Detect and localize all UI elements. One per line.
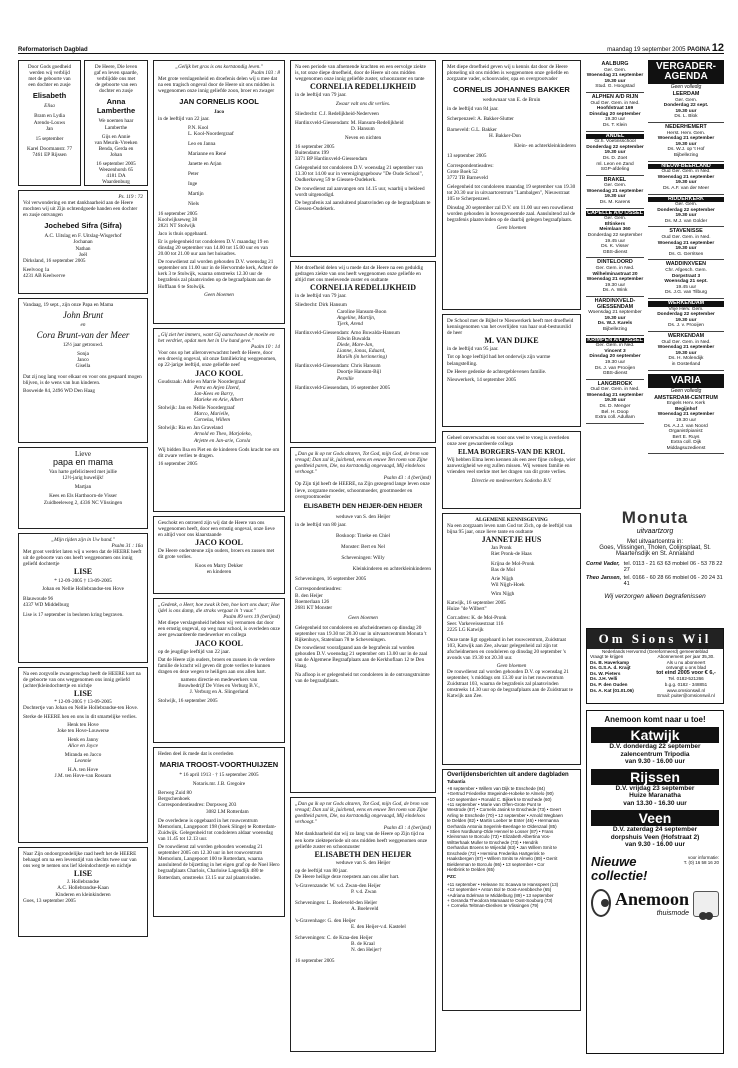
person-name: CORNELIA REDELIJKHEID: [309, 283, 417, 293]
birth-notice-elisabeth: [18, 60, 81, 186]
birth-notice-anna: De Heere, Die leven gaf en leven spaarde, verblijdde ons met de geboorte van een dochter en zusje Anna Lamberthe We noemen haar Lamberthe Gijs en Annie van Meurik-Vreeken Benda, Gerda en Johan 16 september 2005 Weezenhorsh 65 4181 DA Waardenburg: [84, 60, 148, 186]
city-banner: Katwijk: [591, 727, 719, 743]
parents: Bram en Lydia Arendo-Louws Jan 15 september Karel Doormanstr. 77 7461 EP Rijssen: [26, 113, 73, 158]
death-notice-lise-1: „Mijn tijden zijn in Uw hand." Psalm 31 : 16a Met groot verdriet laten wij u weten dat de HEERE heeft uit de geboorte van ons heeft weggenomen ons innig geliefd dochtertje LISE * 12-09-2005 † 13-09-2005 Johan en Nellie Hollebrandse-ten Hove Blauwoude 96 4337 WD Middelburg Lise is 17 september in besloten kring begraven.: [18, 533, 148, 663]
meeting-agenda-left: [586, 60, 644, 424]
person-name: JAN CORNELIS KOOL: [179, 97, 259, 107]
anemoon-logo: Anemoon: [615, 888, 690, 909]
agenda-place: BRAKEL: [603, 176, 627, 183]
agenda-place: ALPHEN A/D RIJN: [591, 93, 639, 100]
person-name: John Brunt: [62, 310, 104, 321]
child-nickname: Elisa: [44, 103, 55, 110]
agenda-place: WADDINXVEEN: [665, 261, 707, 268]
agenda-item: STAVENISSE Oud Ger. Gem. in Ned. Woensdag 21 september 19.30 uur Ds. G. Gerritsen: [648, 227, 724, 260]
agenda-place: CAPELLE A/D IJSSEL: [587, 209, 643, 216]
agenda-place: RIDDERKERK: [648, 197, 724, 203]
om-sions-wil-ad: Om Sions Wil Nederlands Hervormd (Gereformeerd) gemeenteblad Vraagt te krijgen Ds. B. Haverkamp Ds. G.S.A. d. Kraijt Ds. W. Pieters Ds. J.H. Velli Ds. P. den Ouden Ds. A. Kat (01.01.06) Abonnement per jaar 35,30. Als u nu abonneert ontvangt u ons blad tot eind 2005 voor € 6,- Tel. 0182-521266 b.g.g. 0182 - 348851 www.omsionswil.nl Email: puiter@omsionswil.nl: [586, 628, 724, 704]
death-notice-elisabeth-den-heijer-2: „Dan ga ik op tot Gods altaren, Tot God, mijn God, de bron van vreugd; Dan zal ik, juichend, eens en eeuwe Ten roem van Zijne goedheid paren, Die, na kortstondig ongevaagd, Mij eindeloos verhoogt." Psalm 43 : 4 (berijmd) Met dankbaarheid dat wij zo lang van de Heere op Zijn tijd na een korte ziekteperiode uit ons midden heeft weggenomen onze geliefde zuster en schoonzuster ELISABETH DEN HEIJER weduwe van S. den Heijer op de leeftijd van 80 jaar. De Heere heilige deze roepstem aan ons aller hart. 's-Gravenzande: W. v.d. Zwan-den Heijer P. v.d. Zwan Scheveningen: L. Boeleveld-den Heijer A. Boeleveld 's-Gravenhage: G. den Heijer E. den Heijer-v.d. Kastelel Scheveningen: C. de Kraa-den Heijer B. de Kraal N. den Heijer† 16 september 2005: [290, 797, 436, 1052]
person-name: JACO KOOL: [195, 638, 243, 648]
anniversary-congrats: Lieve papa en mama Van harte gefeliciteerd met jullie 12½-jarig huwelijk! Martjan Kees en Els Harthoorn-de Visser Zuidbeeleweg 2, 4336 NC Vlissingen: [18, 447, 148, 529]
agenda-item: WERKENDAM Oud Ger. Gem. in Ned. Woensdag 21 september 19.30 uur Ds. H. Molendijk in Oosterland: [648, 332, 724, 371]
death-notice-lise-3: Naar Zijn ondoorgrondelijke raad heeft het de HEERE behaagd om na een levenstijd van slechts twee uur van ons weg te nemen ons lief kleindochtertje en nichtje LISE J. Hollebrandse A.C. Hollebrandse-Kaan Kinderen en kleinkinderen Goes, 13 september 2005: [18, 847, 148, 937]
anniversary-brunt: Vandaag, 19 sept., zijn onze Papa en Mama John Brunt en Cora Brunt-van der Meer 12½ jaar getrouwd. Sonja Janco Gisella Dat zij nog lang voor elkaar en voor ons gespaard mogen blijven, is de wens van hun kinderen. Bosweide 84, 2496 WD Den Haag: [18, 298, 148, 443]
child-name: Jochebed Sifra (Sifra): [44, 221, 122, 231]
agenda-item: HARDINXVELD-GIESSENDAM Woensdag 21 september 19.30 uur Ds. W.J. Karels Bijbellezing: [586, 297, 644, 336]
monuta-ad: Monuta uitvaartzorg Met uitvaartcentra in: Goes, Vlissingen, Tholen, Colijnsplaat, St. Maartensdijk en St. Annaland Corné Vader, tel. 0113 - 21 63 63 mobiel 06 - 53 78 22 27 Theo Jansen, tel. 0166 - 60 28 66 mobiel 06 - 20 24 31 41 Wij verzorgen alleen begrafenissen: [586, 508, 723, 600]
agenda-place: LANGBROEK: [597, 380, 633, 387]
agenda-item: LEERDAM Ger. Gem. Donderdag 22 sept. 19.30 uur Ds. L. Blok: [648, 90, 724, 123]
agenda-item: WADDINXVEEN Chr. Afgesch. Gem. Dorpstraat 3 Woensdag 21 sept. 19.45 uur Ds. J.G. van Tilburg: [648, 260, 724, 299]
anemoon-headline: Anemoon komt naar u toe!: [604, 715, 706, 724]
city-info: D.V. donderdag 22 september zalencentrum Tripodia van 9.30 - 16.00 uur: [609, 743, 701, 765]
child-name: Elisabeth: [32, 91, 67, 101]
death-notice-cornelia-1: Na een periode van afnemende krachten en een eervolge ziekte is, tot onze diepe droefheid, door de Heere uit ons midden weggenomen onze innig geliefde zuster, schoonzuster en tante CORNELIA REDELIJKHEID in de leeftijd van 79 jaar. Zwaar valt ons dit verlies. Sliedrecht: C.J. Redelijkheid-Nederveen Hardinxveld-Giessendam: M. Hansum-Redelijkheid D. Hansum Neven en nichten 16 september 2005 Buitendams 199 3371 BP Hardinxveld-Giessendam Gelegenheid tot condoleren D.V. woensdag 21 september van 13.30 tot 14.00 uur in verenigingsgebouw "De Oude School", Oudkerksweg 59 te Giessen-Oudekerk. De rouwdienst zal aanvangen om 14.15 uur, waarbij u bekleed wordt uitgenodigd. De begrafenis zal aansluitend plaatsvinden op de begraafplaats te Giessen-Oudekerk.: [290, 60, 436, 257]
anemoon-logo-icon: [591, 889, 611, 917]
agenda-item: ALPHEN A/D RIJN Oud Ger. Gem. in Ned. Hoofdstraat 169 Dinsdag 20 september 19.30 uur Ds. T. Klein: [586, 93, 644, 132]
child-name: Anna Lamberthe: [96, 97, 136, 116]
death-notice-jaco-kool-family: „Gelijk het gras is ons kortstondig leven." Psalm 103 : 8 Met grote verslagenheid en droefenis delen wij u mee dat na een tragisch ongeval door de Heere uit ons midden is weggenomen onze innig geliefde zoon, broer en zwager JAN CORNELIS KOOL Jaco in de leeftijd van 22 jaar. P.N. Kool L. Kool-Noordergraaf Leo en Janna Marianne en René Janette en Arjan Peter Inge Martijn Niels 16 september 2005 Koolwijkseweg 38 2821 NT Stolwijk Jaco is thuis opgebaard. Er is gelegenheid tot condoleren D.V. maandag 19 en dinsdag 20 september van 14.00 tot 15.00 uur en van 20.00 tot 21.00 uur aan het huisadres. De rouwdienst zal worden gehouden D.V. woensdag 21 september om 11.00 uur in de Hervormde kerk, Achter de kerk 3 te Stolwijk, waarna omstreeks 12.30 uur de begrafenis zal plaatsvinden op de begraafplaats aan de Hofflaan 6 te Stolwijk. Geen bloemen: [153, 60, 285, 324]
death-notice-elma-borgers: Geheel onverwachts en voor ons veel te vroeg is overleden onze zeer gewaardeerde collega ELMA BORGERS-VAN DE KROL Wij hebben Elma leren kennen als een zeer fijne collega, wier aanwezigheid we erg zullen missen. Wij wensen familie en vrienden veel sterkte met het dragen van dit grote verlies. Directie en medewerkers Sodexho B.V.: [442, 431, 581, 509]
person-name: M. VAN DIJKE: [484, 336, 539, 346]
agenda-item: CAPELLE A/D IJSSEL Ger. Gem. Eltinkers Meimlaan 360 Donderdag 22 september 19.45 uur Ds. K. Visser GBS-dienst: [586, 209, 644, 259]
city-info: D.V. vrijdag 23 september Huize Maranatha van 13.30 - 16.30 uur: [615, 784, 695, 807]
agenda-place: STAVENISSE: [669, 228, 703, 235]
agenda-place: AMSTERDAM-CENTRUM: [654, 394, 718, 401]
agenda-place: AALBURG: [601, 61, 629, 67]
agenda-place: DINTELOORD: [597, 259, 633, 266]
agenda-item: AMSTERDAM-CENTRUM Engels Herv. Kerk Begijnhof Woensdag 21 september 19.30 uur Ds. A.J.J. van Noord Organist/pianist: Bert E. Ruys Extra coll. Dijk Middagsuzedienst: [648, 394, 724, 455]
agenda-place: WERKENDAM: [667, 332, 705, 339]
agenda-item: KRIMPEN A/D IJSSEL Ger. Gem. in Ned. Vincent 3 Dinsdag 20 september 19.30 uur Ds. J. van Prooijen GBS-dienst: [586, 336, 644, 380]
agenda-item: AALBURG Ger. Gem. Woensdag 21 september 19.30 uur Stud. G. Hoogstad: [586, 60, 644, 93]
person-name: LISE: [73, 567, 93, 577]
section-title: Overlijdensberichten uit andere dagbladen: [447, 772, 569, 778]
person-name: MARIA TROOST-VOORTHUIJZEN: [159, 760, 279, 770]
page-info: maandag 19 september 2005 PAGINA 12: [607, 42, 724, 54]
pzc-list: +11 september • Heleane Sc Scawva te Hansspeet (13) +12 september • Anton Bol te Oost-Arenbbeche (65) +Adriana Edelman te Middelburg (89) • 13 september + Geranda Theodora Mamaaat te Oost-Souburg (73) + Cornelia Teltman-Dierikes te Vlissingen (79): [447, 881, 559, 909]
death-notice-maria-troost: Heden deel ik mede dat is overleden MARIA TROOST-VOORTHUIJZEN * 16 april 1913 · † 15 september 2005 Notaris.mr. J.B. Gregoire Berweg Zuid 80 Bergschenhoek Correspondentieadres: Dorpsweg 203 3082 LM Rotterdam De overledene is opgebaard in het rouwcentrum Memorium, Langepoort 198 (hoek Slinge) te Rotterdam-Zuidwijk. Gelegenheid tot condoleren aldaar woensdag van 11.45 tot 12.13 uur. De rouwdienst zal worden gehouden woensdag 21 september 2005 om 12.30 uur in het rouwcentrum Memorium, Langepoort 100 te Rotterdam, waarna aansluitend de bijzetting in het eigen graf op de Noel Hero begraafplaats Charlois, Charloise Lagendijk 480 te Rotterdam, omstreeks 13.15 uur zal plaatsvinden.: [153, 747, 285, 917]
agenda-place: HARDINXVELD-GIESSENDAM: [594, 297, 636, 310]
agenda-place: ANDEL: [586, 134, 644, 140]
agenda-title: VERGADER-AGENDA: [648, 60, 724, 84]
death-notice-lise-2: Na een zorgvolle zwangerschap heeft de HEERE kort na de geboorte van ons weggenomen ons innig geliefd (achter)kleindochtertje en nichtje LISE * 12-09-2005 † 13-09-2005 Dochtertje van Johan en Nellie Hollebrandse-ten Hove. Sterke de HEERE hen en ons in dit smartelijke verlies. Henk ten Hove Joke ten Hove-Louwerse Henk en Janny Alice en Joyce Miranda en Jacco Leonnie H.A. ten Hove J.M. ten Hove-van Rossum: [18, 667, 148, 843]
agenda-item: BRAKEL Ger. Gem. Woensdag 21 september 19.30 uur Ds. M. Karens: [586, 176, 644, 209]
obituaries-other-papers: Overlijdensberichten uit andere dagbladen Tubantia +8 september • Willem van Dijk te Enschede (84) +Gertrud Friederike Stegeinde-Hobeke te Almelo (90) +10 september • Ronald C. Bijkerk te Enschede (60) +11 september • Marie van Offen-Grote Punt te Westrode (87) • Cornelis Jasink te Enschede (73) • Geert Arling te Enschede (70) • 12 september • Arnold Wegbaen te Delden (82) • Martin Loeber te Enter (46) • Hermanna Gerharda Antonia Segerink-Beerlage te Oldenzaal (85) • Stien Nordkamp-Olde Hennel te Losser (87) • Frans Kleinsman te Borculo (73) • Elizabeth Albertina Vos- Wiltterhaak Muller te Enschede (73) • Hendrik Gerhardus Broens te Wijerdal (83) • Jan Willem Smit te Enschede (72) • Hermina Frederika Hartgerink te Haaksbergen (87) • Willem Smits te Almelo (89) • Gerrit Bieldenman te Borculo (86) • 13 september • Cor Hietbrink te Delden (65) PZC +11 september • Heleane Sc Scawva te Hansspeet (13) +12 september • Anton Bol te Oost-Arenbbeche (65) +Adriana Edelman te Middelburg (89) • 13 september + Geranda Theodora Mamaaat te Oost-Souburg (73) + Cornelia Teltman-Dierikes te Vlissingen (79): [442, 769, 581, 1011]
person-name: Cora Brunt-van der Meer: [36, 330, 130, 341]
agenda-place: KRIMPEN A/D IJSSEL: [587, 336, 643, 343]
van-illustration: [693, 891, 719, 917]
person-name: LISE: [73, 869, 93, 879]
anemoon-ad: Anemoon komt naar u toe! Katwijk D.V. donderdag 22 september zalencentrum Tripodia van 9.30 - 16.00 uur Rijssen D.V. vrijdag 23 september Huize Maranatha van 13.30 - 16.30 uur Veen D.V. zaterdag 24 september dorpshuis Veen (Hofstraat 2) van 9.30 - 16.00 uur Nieuwe collectie! voor informatie: T. (0) 16 58 16 20 Anemoon thuismode: [586, 710, 724, 1054]
agenda-place: NIEUW-BEERLAND: [648, 164, 724, 170]
text-lines: Door Gods goedheid werden wij verblijd met de geboorte van een dochter en zusje: [27, 64, 72, 89]
newspaper-name: Reformatorisch Dagblad: [18, 47, 88, 53]
agenda-item: NIEUW-BEERLAND Oud Ger. Gem. in Ned. Woensdag 21 september 19.30 uur Ds. A.F. van der Meer: [648, 162, 724, 195]
agenda-place: WERKENDAM: [648, 301, 724, 307]
person-name: CORNELIA REDELIJKHEID: [309, 82, 417, 92]
person-name: JANNETJE HUS: [481, 535, 542, 545]
agenda-item: NEDERHEMERT Herst. Herv. Gem. Woensdag 21 september 19.30 uur Ds. W.J. op 't Hof Bijbellezing: [648, 123, 724, 162]
city-banner: Rijssen: [591, 769, 719, 785]
death-notice-jannetje-hus: ALGEMENE KENNISGEVING Na een zorgzaam leven nam God tot Zich, op de leeftijd van bijna 95 jaar, onze lieve tante en oudtante JANNETJE HUS Jan Pronk Riet Pronk-de Haas Krijna de Mol-Pronk Bas de Mol Arie Nijgh Wil Nijgh-Hoek Wim Nijgh Katwijk, 16 september 2005 Huize "de Wilbert" Corr.adres: K. de Mol-Pronk Seer. Varkeveissestraat 116 2225 LG Katwijk Onze tante ligt opgebaard in het rouwcentrum, Zuidstraat 103, Katwijk aan Zee, alwaar gelegenheid zal zijn tot afscheidnemen en condoleren op dinsdag 20 september 's avonds van 19.30 tot 20.30 uur. Geen bloemen De rouwdienst zal worden gehouden D.V. op woensdag 21 september, 's middags om 13.30 uur in het rouwcentrum Zuidstraat 103, waarna de begrafenis zal plaatsvinden omstreeks 14.30 uur op de begraafplaats aan de Zuidstraat te Katwijk aan Zee.: [442, 513, 581, 765]
agenda-item: WERKENDAM Vrije Herv. Gem. Donderdag 22 september 19.30 uur Ds. J. v. Prooijen: [648, 299, 724, 332]
agenda-place: NEDERHEMERT: [665, 123, 707, 130]
varia-subtitle: Geen volledig: [670, 387, 702, 394]
column-2: [153, 60, 285, 921]
person-name: JACO KOOL: [195, 538, 243, 548]
death-notice-jaco-kool-relatives: „Gij ziet het immers, want Gij aanschouwt de moeite en het verdriet, opdat men het in Uw hand geve." Psalm 10 : 14 Voor ons op het alleronverwachtst heeft de Heere, door een droevig ongeval, uit onze familiekring weggenomen, op 22-jarige leeftijd, onze geliefde neef JACO KOOL Goudsraak: Adrie en Marrie Noordergraaf Petra en Arjen IJzerd, Jan-Kees en Barry, Marieke en Arie, Albert Stolwijk: Jan en Nellie Noordergraaf Marco, Marielle, Cornelus, Willem Stolwijk: Ria en Jan Graveland Arnold en Theo, Marjoleko, Arjette en Jan-arie, Carola Wij bidden Ilsa en Piet en de kinderen Gods kracht toe om dit zware verlies te dragen. 16 september 2005: [153, 328, 285, 512]
agenda-place: LEERDAM: [672, 91, 700, 97]
death-notice-van-dijke: De School met de Bijbel te Nieuwerkerk heeft met droefheid kennisgenomen van het overlijden van haar oud-bestuurslid de heer M. VAN DIJKE in de leeftijd van 95 jaar. Tot op hoge leeftijd had het onderwijs zijn warme belangstelling. De Heere gedenke de achtergeblevenen familie. Nieuwerkerk, 14 september 2005: [442, 314, 581, 427]
person-name: CORNELIS JOHANNES BAKKER: [453, 85, 570, 95]
om-sions-wil-logo: Om Sions Wil: [587, 629, 723, 649]
tubantia-list: +8 september • Willem van Dijk te Enschede (84) +Gertrud Friederike Stegeinde-Hobeke te Almelo (90) +10 september • Ronald C. Bijkerk te Enschede (60) +11 september • Marie van Offen-Grote Punt te Westrode (87) • Cornelis Jasink te Enschede (73) • Geert Arling te Enschede (70) • 12 september • Arnold Wegbaen te Delden (82) • Martin Loeber te Enter (46) • Hermanna Gerharda Antonia Segerink-Beerlage te Oldenzaal (85) • Stien Nordkamp-Olde Hennel te Losser (87) • Frans Kleinsman te Borculo (73) • Elizabeth Albertina Vos- Wiltterhaak Muller te Enschede (73) • Hendrik Gerhardus Broens te Wijerdal (83) • Jan Willem Smit te Enschede (72) • Hermina Frederika Hartgerink te Haaksbergen (87) • Willem Smits te Almelo (89) • Gerrit Bieldenman te Borculo (86) • 13 september • Cor Hietbrink te Delden (65): [447, 785, 563, 872]
person-name: ELISABETH DEN HEIJER: [314, 849, 412, 859]
agenda-item: ANDEL Gr.h. Voetinsschool Donderdag 22 september 19.30 uur Ds. D. Zoet ml. Leon en Zand SGP-afdeling: [586, 132, 644, 176]
death-notice-bakker: Met diepe droefheid geven wij u kennis dat door de Heere plotseling uit ons midden is weggenomen onze geliefde en zorgzame vader, schoonvader, opa en overgrootvader CORNELIS JOHANNES BAKKER weduwnaar van E. de Bruin in de leeftijd van 84 jaar. Scherpenzeel: A. Bakker-Slutter Barneveld: G.L. Bakker H. Bakker-Don Klein- en achterkleinkinderen 13 september 2005 Correspondentieadres: Grote Boek 52 3772 TB Barneveld Gelegenheid tot condoleren maandag 19 september van 19.30 tot 20.30 uur in uitvaartcentrum "Lambalgen", Nieuwstraat 105 te Scherpenzeel. Dinsdag 20 september zal D.V. om 11.00 uur een rouwdienst worden gehouden in bovengenoemde zaal. Aansluitend zal de begrafenis plaatsvinden op de daarbij gelegen begraafplaats. Geen bloemen: [442, 60, 581, 310]
agenda-item: RIDDERKERK Ger. Gem. Donderdag 22 september 19.30 uur Ds. M.J. van Golder: [648, 195, 724, 228]
person-name: LISE: [73, 689, 93, 699]
varia-title: VARIA: [648, 374, 724, 388]
person-name: JACO KOOL: [195, 368, 243, 378]
monuta-logo: Monuta: [621, 508, 689, 527]
agenda-item: LANGBROEK Oud Ger. Gem. in Ned. Woensdag 21 september 19.30 uur Ds. D. Menger Bel. H. Doop Extra coll. Adullam: [586, 380, 644, 424]
death-notice-jaco-kool-friends: Geschokt en ontroerd zijn wij dat de Heere van ons weggenomen heeft, door een ernstig ongeval, onze lieve en altijd voor ons klaarstaande JACO KOOL De Heere ondersteune zijn ouders, broers en zussen met dit grote verlies. Koos en Marry Dekker en kinderen: [153, 516, 285, 594]
agenda-item: DINTELOORD Ger. Gem. in Ned. Wilhelminastraat 20 Woensdag 21 september 19.30 uur Ds. A. Wink: [586, 258, 644, 297]
death-notice-cornelia-2: Met droefheid delen wij u mede dat de Heere na een geduldig gedragen ziekte van ons heeft weggenomen onze geliefde en altijd met ons meelevende zuster en oudtante CORNELIA REDELIJKHEID in de leeftijd van 79 jaar. Sliedrecht: Dirk Hansum Caroline Hansum-Boon Angeline, Martijn, Tjerk, Arend Hardinxveld-Giessendam: Arno Buwalda-Hansum Edwin Buwalda Diede, Mare-Jan, Lianne, Jonas, Eduard, Mariëh (in herinnering) Hardinxveld-Giessendam: Chris Hansum Doortje Hansum-Bijl Pernille Hardinxveld-Giessendam, 16 september 2005: [290, 261, 436, 443]
page-header: [18, 44, 724, 54]
death-notice-elisabeth-den-heijer-1: „Dan ga ik op tot Gods altaren, Tot God, mijn God, de bron van vreugd; Dan zal ik, juichend, eens en eeuwe Ten roem van Zijne goedheid paren, Die, na kortstondig ongevaagd, Mij eindeloos verhoogt." Psalm 43 : 4 (berijmd) Op Zijn tijd heeft de HEERE, na Zijn gezegend lange leven onze lieve, zorgzame moeder, schoonmoeder, grootmoeder en overgrootmoeder ELISABETH DEN HEIJER-DEN HEIJER weduwe van S. den Heijer in de leeftijd van 80 jaar. Boskoop: Tineke en Chiel Monster: Bert en Nel Scheveningen: Willy Kleinkinderen en achterkleinkinderen Scheveningen, 16 september 2005 Correspondentieadres: B. den Heijer Roemerlaan 126 2681 KT Monster Geen bloemen Gelegenheid tot condoleren en afscheidnemen op dinsdag 20 september van 19.30 tot 20.30 uur in uitvaartcentrum Monuta 't Rijkenhuys, Statenlaan 78 te Scheveningen. De rouwdienst voorafgaand aan de begrafenis zal worden gehouden D.V. woensdag 21 september om 13.00 uur in de zaal van de Algemene Begraafplaats aan de Kerkhoflaan 12 te Den Haag. Na afloop is er gelegenheid tot condoleren in de ontvangstruimte van de begraafplaats.: [290, 447, 436, 793]
birth-notice-jochebed: Ps. 119 : 72 Vol verwondering en met dankbaarheid aan de Heere mochten wij uit Zijn ochtendgoede handen een dochter en zusje ontvangen Jochebed Sifra (Sifra) A.C. Uitslag en F. Uitslag-Wisgerhof Jochanan Nathan Joël Dirksland, 16 september 2005 Keelvoog 1a 4231 AB Keelwerve: [18, 190, 148, 294]
column-4: [442, 60, 581, 1015]
column-3: [290, 60, 436, 1056]
person-name: ELMA BORGERS-VAN DE KROL: [457, 448, 566, 457]
person-name: ELISABETH DEN HEIJER-DEN HEIJER: [303, 502, 423, 510]
death-notice-jaco-kool-company: „Gedenk, o Heer, hoe zwak ik ben, hoe kort ons duur; Hoe ijdel is ons damp, die straks vergaat in 't vuur." Psalm 89 vers 19 (berijmd) Met diepe verslagenheid hebben wij vernomen dat door een ernstig ongeval, op weg naar school, is overleden onze zeer gewaardeerde medewerker en collega JACO KOOL op de jeugdige leeftijd van 22 jaar. Dat de Heere zijn ouders, broers en zussen in de verdere familie de kracht wil geven dit grote verlies te kunnen dragen en deze wegen te heiligen aan ons allen hart. namens directie en medewerkers van Bouwbedrijf De Vries en Verburg B.V., J. Verburg en A. Slingerland Stolwijk, 16 september 2005: [153, 598, 285, 743]
column-1: [18, 60, 148, 941]
city-info: D.V. zaterdag 24 september dorpshuis Veen (Hofstraat 2) van 9.30 - 16.00 uur: [610, 826, 700, 848]
meeting-agenda: VERGADER-AGENDA Geen volledig LEERDAM Ger. Gem. Donderdag 22 sept. 19.30 uur Ds. L. Blok NEDERHEMERT Herst. Herv. Gem. Woensdag 21 september 19.30 uur Ds. W.J. op 't Hof Bijbellezing NIEUW-BEERLAND Oud Ger. Gem. in Ned. Woensdag 21 september 19.30 uur Ds. A.F. van der Meer RIDDERKERK Ger. Gem. Donderdag 22 september 19.30 uur Ds. M.J. van Golder STAVENISSE Oud Ger. Gem. in Ned. Woensdag 21 september 19.30 uur Ds. G. Gerritsen WADDINXVEEN Chr. Afgesch. Gem. Dorpstraat 3 Woensdag 21 sept. 19.45 uur Ds. J.G. van Tilburg WERKENDAM Vrije Herv. Gem. Donderdag 22 september 19.30 uur Ds. J. v. Prooijen WERKENDAM Oud Ger. Gem. in Ned. Woensdag 21 september 19.30 uur Ds. H. Molendijk in Oosterland VARIA Geen volledig AMSTERDAM-CENTRUM Engels Herv. Kerk Begijnhof Woensdag 21 september 19.30 uur Ds. A.J.J. van Noord Organist/pianist: Bert E. Ruys Extra coll. Dijk Middagsuzedienst: [648, 60, 724, 454]
city-banner: Veen: [591, 810, 719, 826]
